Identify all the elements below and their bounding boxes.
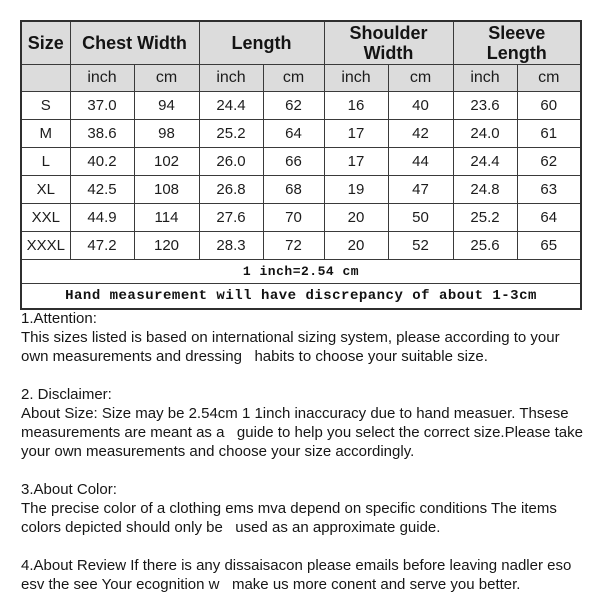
value-cell: 44.9 bbox=[70, 204, 134, 232]
table-row-m bbox=[21, 120, 581, 148]
value-cell: 120 bbox=[134, 232, 199, 260]
header-length-label: Length bbox=[231, 33, 292, 53]
section-about-color-heading: 3.About Color: bbox=[21, 481, 117, 498]
value-cell: 17 bbox=[324, 148, 388, 176]
value-cell: 17 bbox=[324, 120, 388, 148]
unit-cell-blank bbox=[21, 65, 70, 92]
value-cell: 62 bbox=[263, 92, 324, 120]
section-about-color bbox=[21, 480, 590, 537]
note-inch-conversion-text: 1 inch=2.54 cm bbox=[21, 260, 581, 284]
value-cell: 20 bbox=[324, 232, 388, 260]
value-cell: 47.2 bbox=[70, 232, 134, 260]
table-row-l bbox=[21, 148, 581, 176]
value-cell: 25.2 bbox=[199, 120, 263, 148]
value-cell: 72 bbox=[263, 232, 324, 260]
value-cell: 19 bbox=[324, 176, 388, 204]
notes-area bbox=[21, 309, 590, 613]
value-cell: 114 bbox=[134, 204, 199, 232]
value-cell: 38.6 bbox=[70, 120, 134, 148]
value-cell: 61 bbox=[517, 120, 581, 148]
value-cell: 63 bbox=[517, 176, 581, 204]
value-cell: 94 bbox=[134, 92, 199, 120]
section-attention bbox=[21, 309, 590, 366]
size-cell: M bbox=[21, 120, 70, 148]
value-cell: 26.8 bbox=[199, 176, 263, 204]
value-cell: 16 bbox=[324, 92, 388, 120]
unit-cell-chest-cm: cm bbox=[134, 65, 199, 92]
table-row-xxl bbox=[21, 204, 581, 232]
value-cell: 50 bbox=[388, 204, 453, 232]
value-cell: 20 bbox=[324, 204, 388, 232]
value-cell: 66 bbox=[263, 148, 324, 176]
size-cell: XXXL bbox=[21, 232, 70, 260]
table-row-xl bbox=[21, 176, 581, 204]
value-cell: 40 bbox=[388, 92, 453, 120]
value-cell: 98 bbox=[134, 120, 199, 148]
size-cell: L bbox=[21, 148, 70, 176]
table-note-inch-conversion bbox=[21, 260, 581, 284]
value-cell: 23.6 bbox=[453, 92, 517, 120]
table-group-header-row bbox=[21, 21, 581, 65]
unit-cell-length-cm: cm bbox=[263, 65, 324, 92]
table-note-hand-measurement bbox=[21, 284, 581, 310]
value-cell: 25.6 bbox=[453, 232, 517, 260]
unit-cell-shoulder-inch: inch bbox=[324, 65, 388, 92]
value-cell: 37.0 bbox=[70, 92, 134, 120]
value-cell: 24.4 bbox=[453, 148, 517, 176]
value-cell: 60 bbox=[517, 92, 581, 120]
section-disclaimer-heading: 2. Disclaimer: bbox=[21, 386, 112, 403]
table-unit-row bbox=[21, 65, 581, 92]
size-cell: XXL bbox=[21, 204, 70, 232]
size-table bbox=[20, 20, 582, 310]
value-cell: 42 bbox=[388, 120, 453, 148]
unit-cell-sleeve-cm: cm bbox=[517, 65, 581, 92]
unit-cell-shoulder-cm: cm bbox=[388, 65, 453, 92]
header-length bbox=[199, 21, 324, 65]
section-disclaimer-body: About Size: Size may be 2.54cm 1 1inch inaccuracy due to hand measuer. Thsese measurements are meant as a guide to help you select the correct size.Please take your own measurements and choose your size accordingly. bbox=[21, 405, 588, 460]
section-attention-heading: 1.Attention: bbox=[21, 310, 97, 327]
section-disclaimer bbox=[21, 385, 590, 461]
section-about-review bbox=[21, 556, 590, 594]
header-chest-width-label: Chest Width bbox=[82, 33, 187, 53]
value-cell: 26.0 bbox=[199, 148, 263, 176]
header-size bbox=[21, 21, 70, 65]
value-cell: 70 bbox=[263, 204, 324, 232]
value-cell: 24.0 bbox=[453, 120, 517, 148]
value-cell: 102 bbox=[134, 148, 199, 176]
section-about-review-body: 4.About Review If there is any dissaisacon please emails before leaving nadler eso esv the see Your ecognition w make us more conent and serve you better. bbox=[21, 557, 576, 593]
value-cell: 42.5 bbox=[70, 176, 134, 204]
section-attention-body: This sizes listed is based on international sizing system, please according to your own measurements and dressing habits to choose your suitable size. bbox=[21, 329, 564, 365]
table-row-xxxl bbox=[21, 232, 581, 260]
size-cell: XL bbox=[21, 176, 70, 204]
value-cell: 40.2 bbox=[70, 148, 134, 176]
value-cell: 47 bbox=[388, 176, 453, 204]
value-cell: 25.2 bbox=[453, 204, 517, 232]
header-chest-width bbox=[70, 21, 199, 65]
table-row-s bbox=[21, 92, 581, 120]
header-sleeve-length bbox=[453, 21, 581, 65]
value-cell: 64 bbox=[263, 120, 324, 148]
value-cell: 64 bbox=[517, 204, 581, 232]
header-size-label: Size bbox=[27, 33, 64, 53]
note-hand-measurement-text: Hand measurement will have discrepancy of about 1-3cm bbox=[21, 284, 581, 310]
size-cell: S bbox=[21, 92, 70, 120]
value-cell: 68 bbox=[263, 176, 324, 204]
value-cell: 62 bbox=[517, 148, 581, 176]
unit-cell-chest-inch: inch bbox=[70, 65, 134, 92]
value-cell: 24.8 bbox=[453, 176, 517, 204]
header-shoulder-width-label: Shoulder Width bbox=[349, 23, 428, 63]
value-cell: 27.6 bbox=[199, 204, 263, 232]
value-cell: 24.4 bbox=[199, 92, 263, 120]
header-shoulder-width bbox=[324, 21, 453, 65]
header-sleeve-length-label: Sleeve Length bbox=[486, 23, 547, 63]
value-cell: 44 bbox=[388, 148, 453, 176]
value-cell: 65 bbox=[517, 232, 581, 260]
value-cell: 108 bbox=[134, 176, 199, 204]
value-cell: 28.3 bbox=[199, 232, 263, 260]
section-about-color-body: The precise color of a clothing ems mva depend on specific conditions The items colors depicted should only be used as an approximate guide. bbox=[21, 500, 562, 536]
value-cell: 52 bbox=[388, 232, 453, 260]
unit-cell-sleeve-inch: inch bbox=[453, 65, 517, 92]
unit-cell-length-inch: inch bbox=[199, 65, 263, 92]
